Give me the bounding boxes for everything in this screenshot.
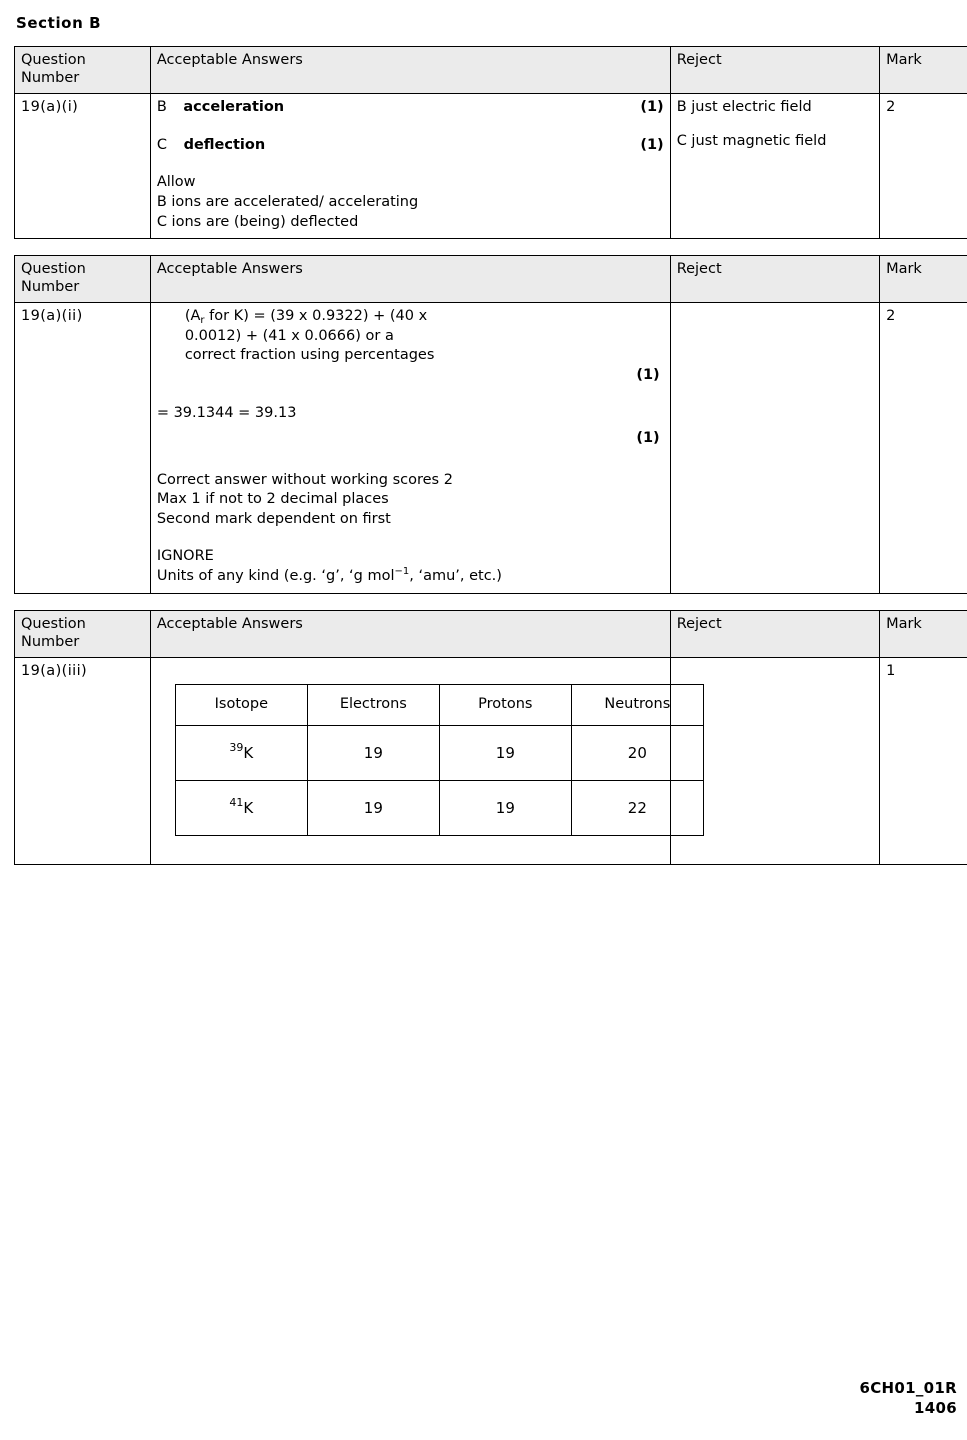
ignore-text-post: , ‘amu’, etc.) <box>409 567 502 584</box>
acceptable-answers-cell <box>150 303 670 593</box>
header-question-number <box>15 256 151 303</box>
mark-cell: 1 <box>880 657 967 864</box>
isotope-electrons-k39: 19 <box>307 725 439 780</box>
table-header-row <box>15 610 967 657</box>
spacer <box>677 118 873 132</box>
question-number-cell: 19(a)(iii) <box>15 657 151 864</box>
mark-cell: 2 <box>880 94 967 239</box>
reject-cell <box>670 657 879 864</box>
result-line: = 39.1344 = 39.13 <box>156 404 297 421</box>
header-reject: Reject <box>670 47 879 94</box>
isotope-symbol-k41 <box>175 780 307 835</box>
note-line-2: Max 1 if not to 2 decimal places <box>156 491 389 508</box>
answer-text-c: deflection <box>183 136 266 153</box>
spacer <box>157 529 664 547</box>
isotope-mass-41: 41 <box>229 795 244 809</box>
page-title: Section B <box>16 14 102 32</box>
page-number: 1406 <box>914 1398 957 1417</box>
working-mark-2: (1) <box>636 430 660 447</box>
working-line-3: correct fraction using percentages <box>184 347 435 364</box>
spacer <box>157 118 664 136</box>
table-header-row <box>15 47 967 94</box>
header-question-number <box>15 610 151 657</box>
isotope-col-electrons: Electrons <box>307 684 439 725</box>
answer-mark-c: (1) <box>640 136 664 153</box>
header-reject: Reject <box>670 256 879 303</box>
paper-code: 6CH01_01R <box>859 1378 957 1397</box>
superscript-minus-one: −1 <box>394 565 410 577</box>
isotope-mass-39: 39 <box>229 740 244 754</box>
question-table-19aii <box>14 255 967 593</box>
table-row <box>15 303 967 593</box>
header-mark: Mark <box>880 256 967 303</box>
isotope-row-k41 <box>175 780 703 835</box>
spacer <box>157 449 664 471</box>
header-question-number-line1: Question <box>21 615 86 632</box>
ignore-line <box>157 567 664 587</box>
header-acceptable-answers: Acceptable Answers <box>150 610 670 657</box>
isotope-electrons-k41: 19 <box>307 780 439 835</box>
ignore-heading: IGNORE <box>156 548 214 565</box>
question-number-cell: 19(a)(i) <box>15 94 151 239</box>
reject-cell <box>670 303 879 593</box>
header-mark: Mark <box>880 610 967 657</box>
allow-heading: Allow <box>156 174 196 191</box>
isotope-protons-k41: 19 <box>439 780 571 835</box>
reject-line-c: C just magnetic field <box>676 132 827 149</box>
question-table-19aiii <box>14 610 967 865</box>
mark-cell: 2 <box>880 303 967 593</box>
answer-line-b <box>157 98 664 118</box>
header-mark: Mark <box>880 47 967 94</box>
header-question-number-line1: Question <box>21 52 86 68</box>
answer-label-c: C <box>156 136 167 153</box>
reject-cell <box>670 94 879 239</box>
isotope-row-k39 <box>175 725 703 780</box>
working-text-1a: (A <box>184 308 201 325</box>
header-question-number <box>15 47 151 94</box>
isotope-col-protons: Protons <box>439 684 571 725</box>
acceptable-answers-cell <box>150 657 670 864</box>
table-header-row <box>15 256 967 303</box>
spacer <box>157 386 664 404</box>
header-question-number-line2: Number <box>21 279 80 296</box>
header-question-number-line2: Number <box>21 633 80 650</box>
header-acceptable-answers: Acceptable Answers <box>150 256 670 303</box>
header-reject: Reject <box>670 610 879 657</box>
allow-line-b: B ions are accelerated/ accelerating <box>156 193 419 210</box>
page-footer <box>860 1378 958 1419</box>
answer-text-b: acceleration <box>183 99 285 116</box>
spacer <box>157 155 664 173</box>
note-line-1: Correct answer without working scores 2 <box>156 471 453 488</box>
isotope-element-k: K <box>243 743 254 762</box>
isotope-col-isotope: Isotope <box>175 684 307 725</box>
isotope-symbol-k39 <box>175 725 307 780</box>
working-text-1b: for K) = (39 x 0.9322) + (40 x <box>204 308 428 325</box>
isotope-neutrons-k41: 22 <box>571 780 703 835</box>
answer-line-c <box>157 136 664 156</box>
isotope-col-neutrons: Neutrons <box>571 684 703 725</box>
ignore-text-pre: Units of any kind (e.g. ‘g’, ‘g mol <box>156 567 395 584</box>
isotope-element-k: K <box>243 798 254 817</box>
reject-line-b: B just electric field <box>676 99 812 116</box>
table-row <box>15 657 967 864</box>
working-line-2: 0.0012) + (41 x 0.0666) or a <box>184 327 394 344</box>
question-number-cell: 19(a)(ii) <box>15 303 151 593</box>
acceptable-answers-cell <box>150 94 670 239</box>
question-table-19ai <box>14 46 967 239</box>
header-question-number-line2: Number <box>21 70 80 87</box>
working-mark-1: (1) <box>636 367 660 383</box>
isotope-table-wrapper <box>157 662 671 858</box>
working-line-1 <box>157 307 664 327</box>
answer-mark-b: (1) <box>640 99 664 116</box>
note-line-3: Second mark dependent on first <box>156 510 391 527</box>
isotope-table <box>175 684 704 836</box>
header-question-number-line1: Question <box>21 261 86 278</box>
subscript-r: r <box>200 315 205 327</box>
answer-label-b: B <box>156 99 167 116</box>
isotope-protons-k39: 19 <box>439 725 571 780</box>
header-acceptable-answers: Acceptable Answers <box>150 47 670 94</box>
isotope-neutrons-k39: 20 <box>571 725 703 780</box>
table-row <box>15 94 967 239</box>
isotope-header-row <box>175 684 703 725</box>
allow-line-c: C ions are (being) deflected <box>156 213 359 230</box>
